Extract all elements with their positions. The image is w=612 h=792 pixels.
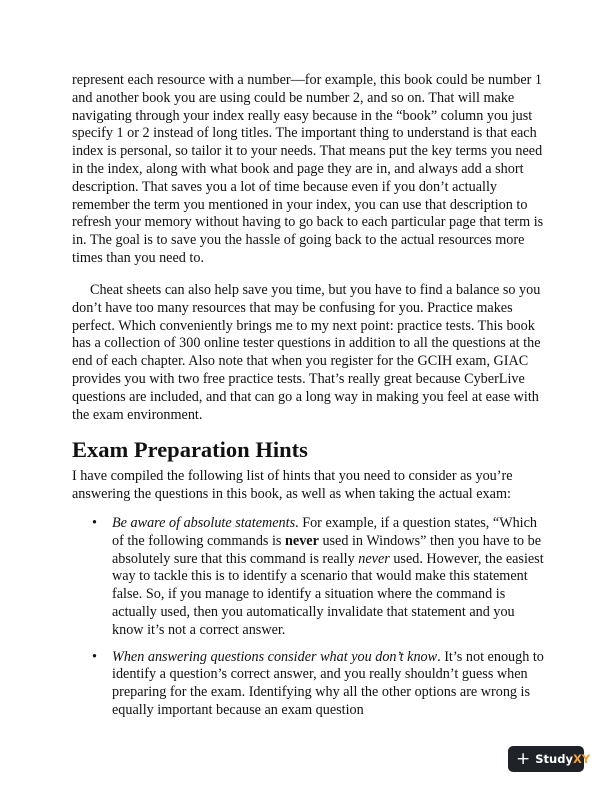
- bullet-marker: •: [92, 648, 97, 665]
- logo-word-study: Study: [535, 752, 573, 766]
- section-heading: Exam Preparation Hints: [72, 437, 308, 462]
- list-item: [72, 649, 546, 720]
- paragraph-cheat-sheets: Cheat sheets can also help save you time, but you have to find a balance so you don’t have too many resources that may be confusing for you. Practice makes perfect. Which conveniently brings me to my next point: practice tests. This book has a collection of 300 online tester questions in addition to all the questions at the end of each chapter. Also note that when you register for the GCIH exam, GIAC provides you with two free practice tests. That’s really great because CyberLive questions are included, and that can go a long way in making you feel at ease with the exam environment.: [72, 282, 541, 423]
- hint-text: used. However, the easiest way to tackle this is to identify a scenario that would make this statement false. So, if you manage to identify a situation where the command is actually used, then you automatically invalidate that statement and you know it’s not a correct answer.: [112, 550, 544, 638]
- hint-italic-word: never: [358, 550, 390, 567]
- hint-text: used in Windows” then you have to be absolutely sure that this command is really: [112, 532, 542, 567]
- hints-list: [72, 515, 546, 729]
- hint-text: . It’s not enough to identify a question’s correct answer, and you really shouldn’t guess when preparing for the exam. Identifying why all the other options are wrong is equally important because an exam question: [112, 648, 544, 718]
- hint-title: When answering questions consider what you don’t know: [112, 648, 438, 665]
- hint-text: . For example, if a question states, “Which of the following commands is: [112, 515, 538, 549]
- paragraph-index-tips: represent each resource with a number—for example, this book could be number 1 and another book you are using could be number 2, and so on. That will make navigating through your index really easy because in the “book” column you just specify 1 or 2 instead of long titles. The important thing to understand is that each index is personal, so tailor it to your needs. That means put the key terms you need in the index, along with what book and page they are in, and always add a short description. That saves you a lot of time because even if you don’t actually remember the term you mentioned in your index, you can use that description to refresh your memory without having to go back to each particular page that term is in. The goal is to save you the hassle of going back to the actual resources more times than you need to.: [72, 72, 544, 266]
- bullet-marker: •: [92, 515, 97, 531]
- studyxy-logo: [508, 746, 591, 772]
- hint-title: Be aware of absolute statements: [112, 515, 296, 531]
- logo-word-xy: XY: [572, 752, 591, 766]
- list-item: [72, 515, 546, 640]
- section-intro: I have compiled the following list of hints that you need to consider as you’re answering the questions in this book, as well as when taking the actual exam:: [72, 468, 513, 502]
- plus-icon: +: [516, 748, 531, 769]
- hint-bold-word: never: [285, 532, 319, 549]
